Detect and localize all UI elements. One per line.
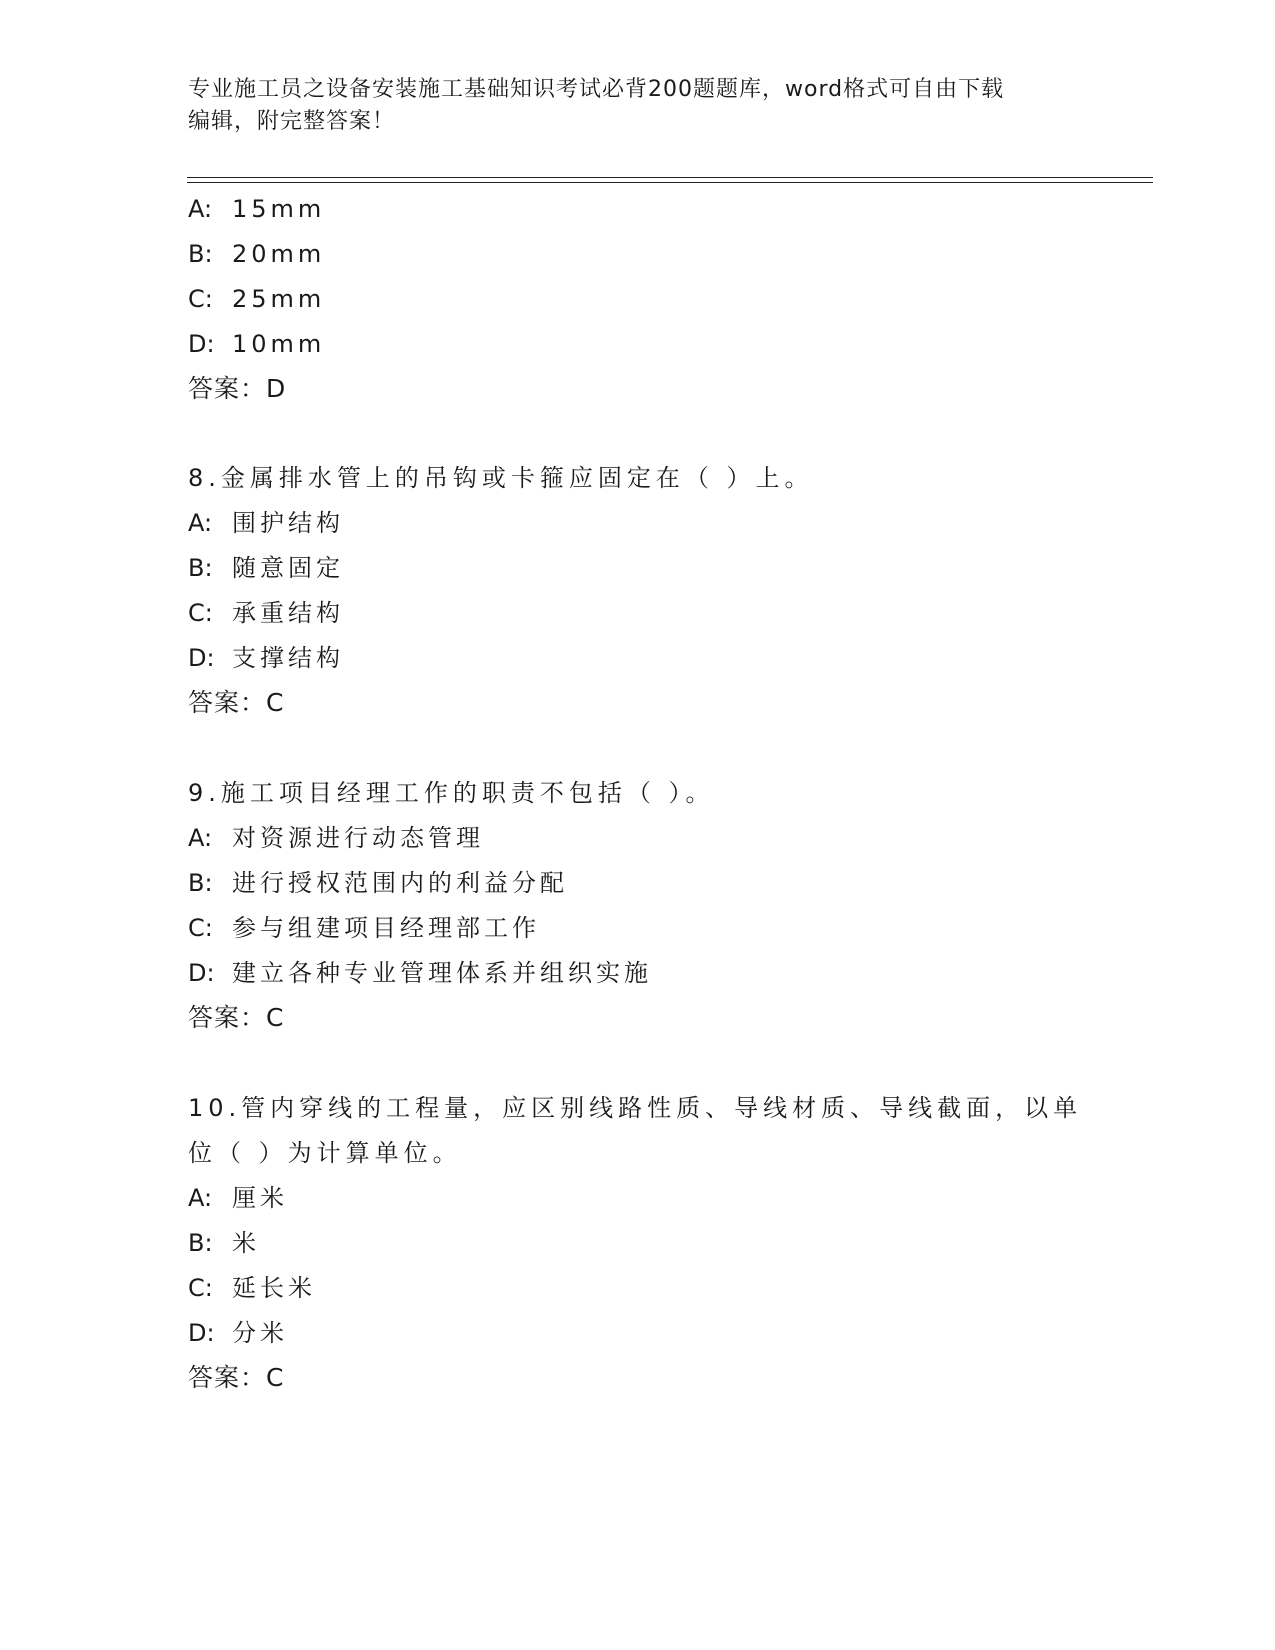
q10-option-a [188, 1182, 288, 1214]
q7-option-c [188, 283, 325, 315]
q7-option-d-key: D: [188, 330, 215, 358]
q9-option-b [188, 867, 568, 899]
q8-option-c-key: C: [188, 599, 213, 627]
document-header [188, 74, 1088, 138]
q8-option-c [188, 597, 344, 629]
q7-option-a [188, 193, 325, 225]
q9-answer: 答案：C [188, 1003, 285, 1032]
q8-option-a-text: 围护结构 [232, 509, 344, 537]
q10-option-c-text: 延长米 [232, 1274, 316, 1302]
q10-option-b-key: B: [188, 1229, 213, 1257]
q9-option-a [188, 822, 484, 854]
q10-option-a-text: 厘米 [232, 1184, 288, 1212]
header-divider-bottom [187, 182, 1153, 183]
q8-answer: 答案：C [188, 688, 285, 717]
q10-option-c-key: C: [188, 1274, 213, 1302]
q7-option-c-key: C: [188, 285, 213, 313]
q8-option-d-key: D: [188, 644, 215, 672]
q9-option-c-text: 参与组建项目经理部工作 [232, 914, 540, 942]
q10-option-d-text: 分米 [232, 1319, 288, 1347]
q9-option-d-text: 建立各种专业管理体系并组织实施 [232, 959, 652, 987]
q9-option-a-text: 对资源进行动态管理 [232, 824, 484, 852]
q10-option-a-key: A: [188, 1184, 213, 1212]
q8-option-c-text: 承重结构 [232, 599, 344, 627]
q8-option-a [188, 507, 344, 539]
q10-option-b [188, 1227, 260, 1259]
q10-answer: 答案：C [188, 1363, 285, 1392]
q9-option-a-key: A: [188, 824, 213, 852]
q10-question-line1: 10.管内穿线的工程量，应区别线路性质、导线材质、导线截面，以单 [188, 1094, 1083, 1122]
header-title-line2: 编辑，附完整答案！ [188, 109, 396, 134]
q8-option-a-key: A: [188, 509, 213, 537]
header-title-line1: 专业施工员之设备安装施工基础知识考试必背200题题库，word格式可自由下载 [188, 77, 1005, 102]
q10-question-line2: 位（ ）为计算单位。 [188, 1139, 462, 1167]
q7-option-a-key: A: [188, 195, 213, 223]
q9-option-b-text: 进行授权范围内的利益分配 [232, 869, 568, 897]
q7-option-b-key: B: [188, 240, 213, 268]
q8-option-b [188, 552, 344, 584]
q8-option-b-text: 随意固定 [232, 554, 344, 582]
q10-option-d [188, 1317, 288, 1349]
q9-option-b-key: B: [188, 869, 213, 897]
q9-option-d [188, 957, 652, 989]
header-divider-top [187, 177, 1153, 178]
q9-option-c-key: C: [188, 914, 213, 942]
q10-option-d-key: D: [188, 1319, 215, 1347]
q10-option-b-text: 米 [232, 1229, 260, 1257]
q9-question: 9.施工项目经理工作的职责不包括（ ）。 [188, 779, 715, 807]
q7-option-b [188, 238, 325, 270]
q10-option-c [188, 1272, 316, 1304]
q8-option-d-text: 支撑结构 [232, 644, 344, 672]
q7-option-d [188, 328, 325, 360]
q9-option-d-key: D: [188, 959, 215, 987]
q9-option-c [188, 912, 540, 944]
q8-question: 8.金属排水管上的吊钩或卡箍应固定在（ ）上。 [188, 464, 814, 492]
q7-option-c-text: 25mm [232, 285, 326, 313]
q7-option-a-text: 15mm [232, 195, 326, 223]
q7-option-d-text: 10mm [232, 330, 326, 358]
q7-answer: 答案：D [188, 374, 287, 403]
q8-option-d [188, 642, 344, 674]
q7-option-b-text: 20mm [232, 240, 326, 268]
q8-option-b-key: B: [188, 554, 213, 582]
